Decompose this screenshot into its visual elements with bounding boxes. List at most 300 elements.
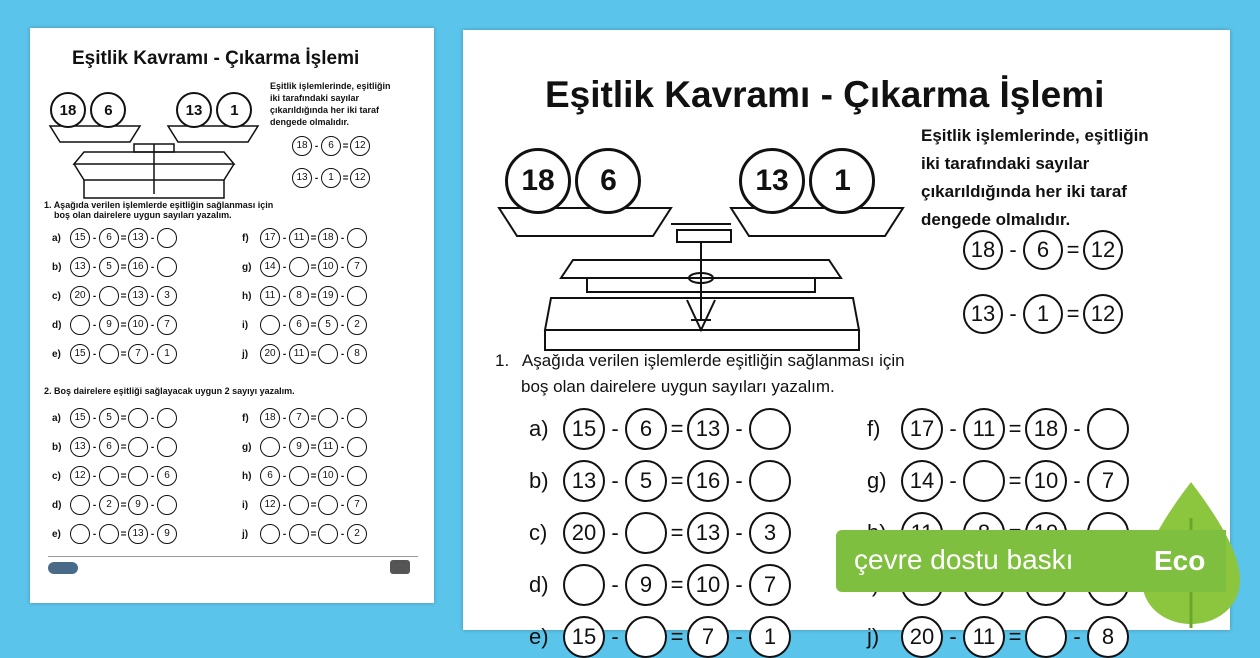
exercise-label: h)	[242, 290, 252, 302]
intro-text	[921, 122, 1149, 234]
minus-sign: -	[340, 261, 345, 273]
number-circle: 10	[687, 564, 729, 606]
number-circle: 12	[260, 495, 280, 515]
exercise-label: j)	[242, 528, 249, 540]
equals-sign: =	[670, 520, 684, 545]
answer-circle-empty[interactable]	[289, 257, 309, 277]
intro-line: Eşitlik işlemlerinde, eşitliğin	[270, 81, 391, 91]
answer-circle-empty[interactable]	[1025, 616, 1067, 658]
answer-circle-empty[interactable]	[157, 228, 177, 248]
answer-circle-empty[interactable]	[289, 495, 309, 515]
number-circle: 9	[289, 437, 309, 457]
number-circle: 7	[1087, 460, 1129, 502]
number-circle: 11	[318, 437, 338, 457]
page-title: Eşitlik Kavramı - Çıkarma İşlemi	[72, 48, 360, 69]
minus-sign: -	[282, 441, 287, 453]
scale-right-circle-2: 1	[809, 148, 875, 214]
answer-circle-empty[interactable]	[128, 408, 148, 428]
number-circle: 11	[289, 228, 309, 248]
minus-sign: -	[340, 470, 345, 482]
example-circle: 12	[350, 168, 370, 188]
minus-sign: -	[340, 290, 345, 302]
answer-circle-empty[interactable]	[99, 524, 119, 544]
answer-circle-empty[interactable]	[157, 257, 177, 277]
number-circle: 1	[157, 344, 177, 364]
minus-sign: -	[340, 412, 345, 424]
question-line: Aşağıda verilen işlemlerde eşitliğin sağlanması için	[521, 351, 905, 370]
number-circle: 11	[289, 344, 309, 364]
footer-divider	[48, 556, 418, 557]
minus-sign: -	[150, 470, 155, 482]
answer-circle-empty[interactable]	[289, 524, 309, 544]
exercise-label: a)	[52, 412, 61, 424]
exercise-row	[242, 344, 367, 364]
number-circle: 7	[157, 315, 177, 335]
exercise-row	[242, 408, 367, 428]
example-circle: 13	[963, 294, 1003, 334]
number-circle: 13	[687, 512, 729, 554]
minus-sign: -	[150, 290, 155, 302]
intro-line: çıkarıldığında her iki taraf	[921, 182, 1127, 201]
minus-sign: -	[92, 499, 97, 511]
example-circle: 6	[1023, 230, 1063, 270]
exercise-label: b)	[52, 261, 62, 273]
number-circle: 10	[128, 315, 148, 335]
exercise-row	[529, 408, 791, 450]
scale-left-circle-1: 18	[505, 148, 571, 214]
equals-sign: =	[310, 412, 317, 424]
minus-sign: -	[92, 528, 97, 540]
exercise-label: b)	[52, 441, 62, 453]
equals-sign: =	[120, 528, 127, 540]
minus-sign: -	[1009, 301, 1017, 326]
exercise-row	[52, 257, 177, 277]
number-circle: 2	[347, 524, 367, 544]
exercise-label: f)	[242, 232, 249, 244]
example-row	[963, 294, 1123, 334]
minus-sign: -	[282, 261, 287, 273]
number-circle: 17	[901, 408, 943, 450]
equals-sign: =	[120, 319, 127, 331]
answer-circle-empty[interactable]	[260, 437, 280, 457]
exercise-row	[242, 495, 367, 515]
minus-sign: -	[735, 572, 743, 597]
equals-sign: =	[1008, 624, 1022, 649]
number-circle: 3	[749, 512, 791, 554]
minus-sign: -	[611, 416, 619, 441]
scale-left-circle-1: 18	[50, 92, 86, 128]
question-number: 1.	[495, 351, 510, 370]
minus-sign: -	[282, 290, 287, 302]
minus-sign: -	[150, 412, 155, 424]
answer-circle-empty[interactable]	[260, 524, 280, 544]
answer-circle-empty[interactable]	[70, 495, 90, 515]
answer-circle-empty[interactable]	[318, 495, 338, 515]
equals-sign: =	[310, 348, 317, 360]
answer-circle-empty[interactable]	[347, 466, 367, 486]
number-circle: 13	[128, 286, 148, 306]
number-circle: 10	[1025, 460, 1067, 502]
minus-sign: -	[949, 624, 957, 649]
answer-circle-empty[interactable]	[128, 466, 148, 486]
minus-sign: -	[92, 261, 97, 273]
example-circle: 18	[963, 230, 1003, 270]
exercise-label: h)	[242, 470, 252, 482]
exercise-row	[52, 286, 177, 306]
number-circle: 7	[347, 495, 367, 515]
equals-sign: =	[1066, 301, 1080, 326]
exercise-label: i)	[242, 499, 249, 511]
exercise-label: c)	[52, 290, 61, 302]
equals-sign: =	[310, 261, 317, 273]
equals-sign: =	[310, 528, 317, 540]
exercise-label: f)	[867, 416, 881, 441]
number-circle: 2	[347, 315, 367, 335]
number-circle: 6	[99, 437, 119, 457]
number-circle: 3	[157, 286, 177, 306]
exercise-label: a)	[529, 416, 549, 441]
answer-circle-empty[interactable]	[318, 344, 338, 364]
equals-sign: =	[1008, 468, 1022, 493]
minus-sign: -	[340, 441, 345, 453]
exercise-row	[242, 466, 367, 486]
minus-sign: -	[1073, 416, 1081, 441]
number-circle: 12	[70, 466, 90, 486]
example-circle: 1	[1023, 294, 1063, 334]
equals-sign: =	[1066, 237, 1080, 262]
scale-right-circle-1: 13	[739, 148, 805, 214]
minus-sign: -	[949, 468, 957, 493]
exercise-label: f)	[242, 412, 249, 424]
number-circle: 13	[128, 524, 148, 544]
answer-circle-empty[interactable]	[749, 408, 791, 450]
answer-circle-empty[interactable]	[347, 408, 367, 428]
number-circle: 20	[901, 616, 943, 658]
exercise-row	[242, 315, 367, 335]
number-circle: 8	[347, 344, 367, 364]
number-circle: 5	[99, 257, 119, 277]
intro-line: dengede olmalıdır.	[270, 117, 350, 127]
intro-line: Eşitlik işlemlerinde, eşitliğin	[921, 126, 1149, 145]
answer-circle-empty[interactable]	[99, 344, 119, 364]
minus-sign: -	[282, 499, 287, 511]
minus-sign: -	[314, 172, 319, 184]
number-circle: 10	[318, 466, 338, 486]
question-1-text	[495, 348, 905, 400]
exercise-label: a)	[52, 232, 61, 244]
number-circle: 7	[289, 408, 309, 428]
intro-line: iki tarafındaki sayılar	[921, 154, 1090, 173]
intro-line: çıkarıldığında her iki taraf	[270, 105, 380, 115]
number-circle: 6	[157, 466, 177, 486]
exercise-label: b)	[529, 468, 549, 493]
answer-circle-empty[interactable]	[318, 408, 338, 428]
minus-sign: -	[282, 470, 287, 482]
number-circle: 6	[625, 408, 667, 450]
intro-line: dengede olmalıdır.	[921, 210, 1071, 229]
question-line: boş olan dairelere uygun sayıları yazalım.	[521, 377, 835, 396]
equals-sign: =	[120, 441, 127, 453]
intro-line: iki tarafındaki sayılar	[270, 93, 360, 103]
equals-sign: =	[1008, 416, 1022, 441]
minus-sign: -	[611, 624, 619, 649]
equals-sign: =	[120, 499, 127, 511]
exercise-row	[242, 524, 367, 544]
number-circle: 11	[260, 286, 280, 306]
exercise-label: d)	[52, 499, 62, 511]
answer-circle-empty[interactable]	[963, 460, 1005, 502]
exercise-row	[52, 466, 177, 486]
equals-sign: =	[310, 319, 317, 331]
logo-icon	[48, 562, 78, 574]
question-number: 2.	[44, 386, 52, 396]
minus-sign: -	[735, 624, 743, 649]
minus-sign: -	[611, 520, 619, 545]
exercise-label: c)	[529, 520, 548, 545]
scale-right-circle-2: 1	[216, 92, 252, 128]
number-circle: 20	[260, 344, 280, 364]
minus-sign: -	[1073, 468, 1081, 493]
exercise-label: d)	[529, 572, 549, 597]
number-circle: 15	[563, 408, 605, 450]
answer-circle-empty[interactable]	[99, 286, 119, 306]
worksheet-preview-small	[30, 28, 434, 603]
number-circle: 18	[318, 228, 338, 248]
example-circle: 12	[1083, 230, 1123, 270]
answer-circle-empty[interactable]	[157, 437, 177, 457]
answer-circle-empty[interactable]	[157, 495, 177, 515]
minus-sign: -	[282, 412, 287, 424]
intro-text	[270, 80, 391, 128]
answer-circle-empty[interactable]	[99, 466, 119, 486]
number-circle: 13	[70, 437, 90, 457]
number-circle: 10	[318, 257, 338, 277]
number-circle: 5	[99, 408, 119, 428]
equals-sign: =	[120, 232, 127, 244]
number-circle: 17	[260, 228, 280, 248]
minus-sign: -	[282, 319, 287, 331]
exercise-label: e)	[52, 528, 61, 540]
minus-sign: -	[735, 520, 743, 545]
example-row	[963, 230, 1123, 270]
exercise-row	[52, 344, 177, 364]
minus-sign: -	[949, 416, 957, 441]
answer-circle-empty[interactable]	[625, 616, 667, 658]
exercise-row	[242, 286, 367, 306]
equals-sign: =	[310, 290, 317, 302]
scale-right-circle-1: 13	[176, 92, 212, 128]
minus-sign: -	[150, 348, 155, 360]
exercise-label: g)	[867, 468, 887, 493]
exercise-row	[52, 315, 177, 335]
exercise-row	[242, 437, 367, 457]
minus-sign: -	[92, 348, 97, 360]
equals-sign: =	[342, 140, 349, 152]
minus-sign: -	[735, 468, 743, 493]
number-circle: 13	[70, 257, 90, 277]
question-line: Aşağıda verilen işlemlerde eşitliğin sağlanması için	[53, 200, 274, 210]
exercise-label: e)	[52, 348, 61, 360]
minus-sign: -	[92, 319, 97, 331]
example-circle: 18	[292, 136, 312, 156]
minus-sign: -	[340, 348, 345, 360]
equals-sign: =	[120, 290, 127, 302]
exercise-row	[52, 524, 177, 544]
eco-label: Eco	[1154, 545, 1206, 576]
number-circle: 9	[128, 495, 148, 515]
answer-circle-empty[interactable]	[749, 460, 791, 502]
number-circle: 13	[563, 460, 605, 502]
exercise-label: g)	[242, 261, 252, 273]
answer-circle-empty[interactable]	[563, 564, 605, 606]
minus-sign: -	[340, 528, 345, 540]
number-circle: 15	[563, 616, 605, 658]
minus-sign: -	[150, 232, 155, 244]
minus-sign: -	[735, 416, 743, 441]
equals-sign: =	[310, 499, 317, 511]
number-circle: 7	[347, 257, 367, 277]
minus-sign: -	[1009, 237, 1017, 262]
answer-circle-empty[interactable]	[128, 437, 148, 457]
number-circle: 11	[963, 408, 1005, 450]
exercise-label: j)	[242, 348, 249, 360]
minus-sign: -	[340, 319, 345, 331]
question-2-text	[44, 386, 295, 396]
example-circle: 12	[350, 136, 370, 156]
answer-circle-empty[interactable]	[289, 466, 309, 486]
minus-sign: -	[314, 140, 319, 152]
equals-sign: =	[342, 172, 349, 184]
minus-sign: -	[150, 319, 155, 331]
number-circle: 16	[128, 257, 148, 277]
equals-sign: =	[310, 470, 317, 482]
answer-circle-empty[interactable]	[70, 315, 90, 335]
number-circle: 14	[260, 257, 280, 277]
minus-sign: -	[282, 232, 287, 244]
minus-sign: -	[611, 468, 619, 493]
minus-sign: -	[611, 572, 619, 597]
example-circle: 12	[1083, 294, 1123, 334]
question-line: boş olan dairelere uygun sayıları yazalım.	[54, 210, 232, 220]
answer-circle-empty[interactable]	[347, 437, 367, 457]
example-circle: 13	[292, 168, 312, 188]
example-circle: 1	[321, 168, 341, 188]
exercise-row	[242, 257, 367, 277]
number-circle: 20	[563, 512, 605, 554]
example-row	[292, 168, 370, 188]
number-circle: 9	[625, 564, 667, 606]
number-circle: 15	[70, 408, 90, 428]
exercise-label: d)	[52, 319, 62, 331]
number-circle: 7	[749, 564, 791, 606]
number-circle: 2	[99, 495, 119, 515]
answer-circle-empty[interactable]	[70, 524, 90, 544]
number-circle: 9	[157, 524, 177, 544]
exercise-label: c)	[52, 470, 61, 482]
equals-sign: =	[120, 412, 127, 424]
question-line: Boş dairelere eşitliği sağlayacak uygun 2 sayıyı yazalım.	[54, 386, 295, 396]
exercise-label: g)	[242, 441, 252, 453]
number-circle: 20	[70, 286, 90, 306]
equals-sign: =	[670, 624, 684, 649]
example-circle: 6	[321, 136, 341, 156]
exercise-row	[529, 512, 791, 554]
exercise-label: e)	[529, 624, 549, 649]
number-circle: 14	[901, 460, 943, 502]
number-circle: 11	[963, 616, 1005, 658]
minus-sign: -	[92, 470, 97, 482]
minus-sign: -	[150, 528, 155, 540]
example-row	[292, 136, 370, 156]
footer-logo-icon	[390, 560, 410, 574]
equals-sign: =	[120, 261, 127, 273]
number-circle: 7	[128, 344, 148, 364]
minus-sign: -	[1073, 624, 1081, 649]
answer-circle-empty[interactable]	[157, 408, 177, 428]
minus-sign: -	[340, 499, 345, 511]
number-circle: 5	[625, 460, 667, 502]
question-1-text	[44, 200, 273, 220]
answer-circle-empty[interactable]	[1087, 408, 1129, 450]
scale-left-circle-2: 6	[575, 148, 641, 214]
minus-sign: -	[150, 261, 155, 273]
equals-sign: =	[670, 572, 684, 597]
equals-sign: =	[670, 468, 684, 493]
number-circle: 8	[1087, 616, 1129, 658]
page-title: Eşitlik Kavramı - Çıkarma İşlemi	[545, 74, 1105, 115]
number-circle: 15	[70, 344, 90, 364]
equals-sign: =	[670, 416, 684, 441]
minus-sign: -	[282, 528, 287, 540]
scale-left-circle-2: 6	[90, 92, 126, 128]
number-circle: 8	[289, 286, 309, 306]
number-circle: 13	[687, 408, 729, 450]
equals-sign: =	[120, 470, 127, 482]
number-circle: 5	[318, 315, 338, 335]
exercise-row	[529, 616, 791, 658]
exercise-row	[242, 228, 367, 248]
minus-sign: -	[92, 441, 97, 453]
exercise-row	[52, 228, 177, 248]
exercise-row	[867, 408, 1129, 450]
number-circle: 9	[99, 315, 119, 335]
exercise-row	[867, 460, 1129, 502]
exercise-row	[867, 616, 1129, 658]
minus-sign: -	[150, 499, 155, 511]
exercise-label: i)	[242, 319, 249, 331]
number-circle: 6	[260, 466, 280, 486]
answer-circle-empty[interactable]	[318, 524, 338, 544]
question-number: 1.	[44, 200, 52, 210]
number-circle: 6	[289, 315, 309, 335]
minus-sign: -	[282, 348, 287, 360]
exercise-row	[52, 437, 177, 457]
number-circle: 16	[687, 460, 729, 502]
number-circle: 18	[1025, 408, 1067, 450]
minus-sign: -	[92, 290, 97, 302]
number-circle: 7	[687, 616, 729, 658]
answer-circle-empty[interactable]	[260, 315, 280, 335]
answer-circle-empty[interactable]	[347, 286, 367, 306]
answer-circle-empty[interactable]	[625, 512, 667, 554]
equals-sign: =	[310, 232, 317, 244]
number-circle: 15	[70, 228, 90, 248]
minus-sign: -	[340, 232, 345, 244]
number-circle: 6	[99, 228, 119, 248]
answer-circle-empty[interactable]	[347, 228, 367, 248]
equals-sign: =	[120, 348, 127, 360]
equals-sign: =	[310, 441, 317, 453]
